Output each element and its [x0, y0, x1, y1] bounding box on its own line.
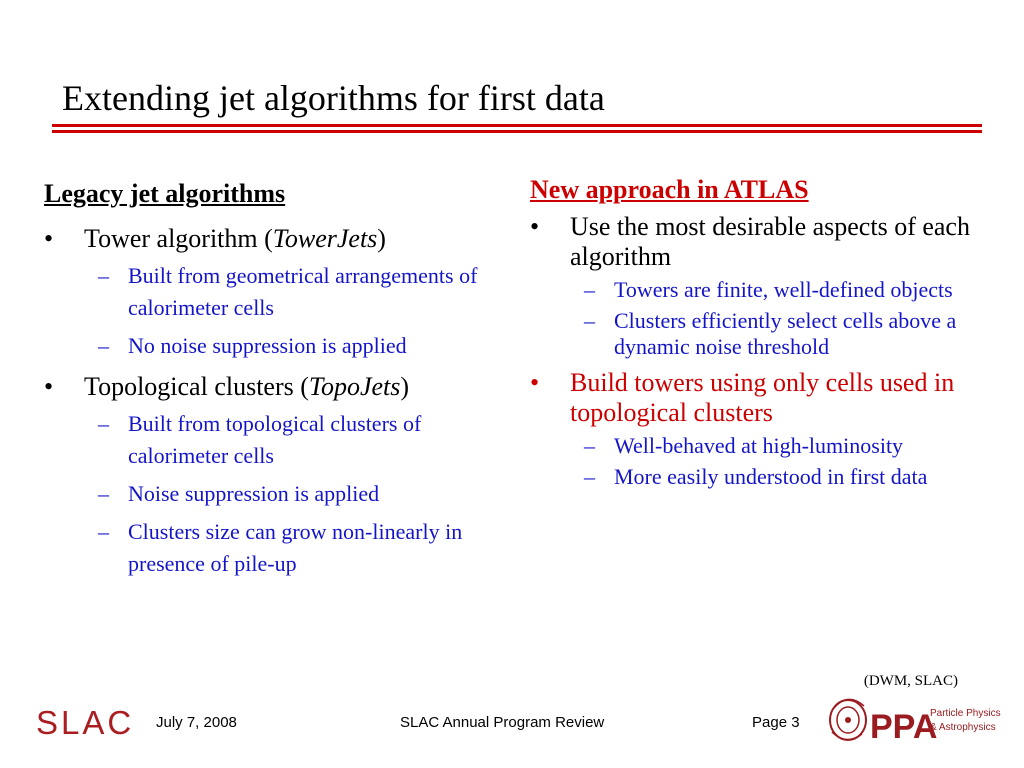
sub-bullet [530, 277, 970, 303]
left-column [44, 176, 514, 580]
bullet-text: Build towers using only cells used in topological clusters [570, 368, 955, 427]
sub-bullet [44, 408, 514, 472]
ppa-line-1: Particle Physics [930, 708, 1001, 719]
footer-date: July 7, 2008 [156, 714, 237, 731]
sub-dash: – [98, 481, 109, 506]
sub-dash: – [584, 308, 595, 333]
sub-dash: – [584, 433, 595, 458]
sub-dash: – [98, 519, 109, 544]
ppa-letters: PPA [870, 708, 938, 746]
sub-bullet [530, 308, 970, 360]
title-rule-bottom [52, 130, 982, 133]
sub-bullet-text: Clusters efficiently select cells above a dynamic noise threshold [614, 308, 957, 359]
sub-bullet [44, 260, 514, 324]
bullet-tower-algorithm [44, 224, 514, 254]
bullet-text-pre: Tower algorithm ( [84, 224, 273, 253]
sub-bullet-text: No noise suppression is applied [128, 333, 407, 358]
footer-title: SLAC Annual Program Review [400, 714, 605, 731]
bullet-desirable-aspects [530, 212, 970, 272]
bullet-dot: • [530, 368, 540, 397]
bullet-text-em: TopoJets [308, 372, 401, 401]
sub-bullet-text: Clusters size can grow non-linearly in presence of pile-up [128, 519, 463, 576]
bullet-text: Use the most desirable aspects of each algorithm [570, 212, 970, 271]
slide-title: Extending jet algorithms for first data [62, 78, 605, 118]
sub-dash: – [98, 333, 109, 358]
bullet-text-pre: Topological clusters ( [84, 372, 309, 401]
sub-bullet-text: Noise suppression is applied [128, 481, 380, 506]
right-heading: New approach in ATLAS [530, 175, 809, 204]
sub-bullet [530, 433, 970, 459]
sub-bullet-text: Well-behaved at high-luminosity [614, 433, 904, 458]
sub-bullet [44, 516, 514, 580]
sub-dash: – [98, 411, 109, 436]
bullet-text-em: TowerJets [272, 224, 378, 253]
bullet-topological-clusters [44, 372, 514, 402]
left-heading: Legacy jet algorithms [44, 179, 286, 208]
footer-page-number: Page 3 [752, 714, 800, 731]
right-column [530, 172, 970, 490]
bullet-dot: • [44, 224, 54, 253]
sub-bullet [530, 464, 970, 490]
attribution: (DWM, SLAC) [863, 673, 958, 689]
sub-bullet-text: More easily understood in first data [614, 464, 928, 489]
slac-logo: SLAC [36, 704, 135, 741]
sub-dash: – [98, 263, 109, 288]
bullet-build-towers [530, 368, 970, 428]
ppa-logo [826, 690, 1001, 750]
sub-bullet [44, 330, 514, 362]
ppa-swirl-icon [830, 699, 866, 740]
bullet-text-post: ) [377, 224, 386, 253]
sub-bullet-text: Built from geometrical arrangements of calorimeter cells [128, 263, 478, 320]
title-rule-top [52, 124, 982, 127]
sub-dash: – [584, 277, 595, 302]
bullet-text-post: ) [400, 372, 410, 401]
bullet-dot: • [530, 212, 540, 241]
bullet-dot: • [44, 372, 54, 401]
ppa-line-2: & Astrophysics [930, 722, 996, 733]
sub-dash: – [584, 464, 595, 489]
sub-bullet-text: Towers are finite, well-defined objects [614, 277, 953, 302]
sub-bullet [44, 478, 514, 510]
sub-bullet-text: Built from topological clusters of calorimeter cells [128, 411, 422, 468]
